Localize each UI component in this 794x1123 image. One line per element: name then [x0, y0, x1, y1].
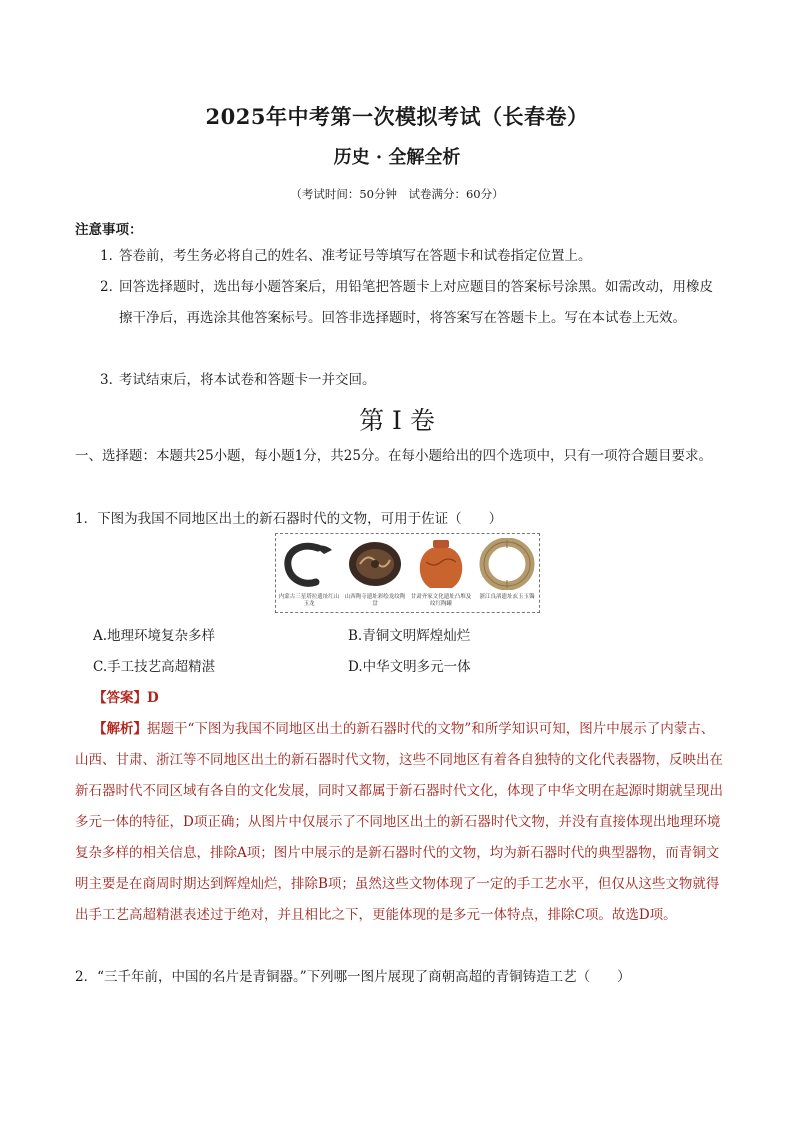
- analysis-heading: 【解析】: [93, 721, 147, 737]
- notice-text: 回答选择题时，选出每小题答案后，用铅笔把答题卡上对应题目的答案标号涂黑。如需改动，用橡皮擦干净后，再选涂其他答案标号。回答非选择题时，将答案写在答题卡上。写在本试卷上无效。: [119, 279, 713, 326]
- artifact-figure: [275, 533, 540, 613]
- artifact-caption: 甘肃齐家文化遗址凸堆及纹红陶罐: [410, 594, 472, 607]
- question-2-stem: 2．“三千年前，中国的名片是青铜器。”下列哪一图片展现了商朝高超的青铜铸造工艺（ ）: [75, 969, 631, 985]
- answer-line: 【答案】D: [93, 690, 159, 706]
- jade-dragon-icon: [280, 538, 338, 590]
- jade-bracelet-icon: [478, 538, 536, 590]
- analysis-text: 据题干“下图为我国不同地区出土的新石器时代的文物”和所学知识可知，图片中展示了内蒙古、山西、甘肃、浙江等不同地区出土的新石器时代文物，这些不同地区有着各自独特的文化代表器物，反映出在新石器时代不同区域有各自的文化发展，同时又都属于新石器时代文化，体现了中华文明在起源时期就呈现出多元一体的特征，D项正确；从图片中仅展示了不同地区出土的新石器时代文物，并没有直接体现出地理环境复杂多样的相关信息，排除A项；图片中展示的是新石器时代的文物，均为新石器时代的典型器物，而青铜文明主要是在商周时期达到辉煌灿烂，排除B项；虽然这些文物体现了一定的手工艺水平，但仅从这些文物就得出手工艺高超精湛表述过于绝对，并且相比之下，更能体现的是多元一体特点，排除C项。故选D项。: [75, 721, 723, 923]
- artifact-caption: 浙江良渚遗址玄玉玉镯: [479, 594, 535, 600]
- option-d: D.中华文明多元一体: [348, 659, 471, 675]
- notice-number: 3．: [100, 372, 123, 388]
- notice-text: 考试结束后，将本试卷和答题卡一并交回。: [119, 372, 376, 388]
- painted-pottery-plate-icon: [346, 538, 404, 590]
- artifact-caption: 山西陶寺遗址彩绘龙纹陶盘: [344, 594, 406, 607]
- exam-title: 2025年中考第一次模拟考试（长春卷）: [205, 104, 589, 129]
- notice-item-2: [100, 272, 722, 334]
- artifact-caption: 内蒙古三星塔拉遗址红山玉龙: [278, 594, 340, 607]
- notice-item-3: [100, 365, 722, 396]
- analysis-block: [75, 714, 727, 931]
- section-intro: 一、选择题：本题共25小题，每小题1分，共25分。在每小题给出的四个选项中，只有一项符合题目要求。: [75, 448, 712, 464]
- question-1-stem: 1．下图为我国不同地区出土的新石器时代的文物，可用于佐证（ ）: [75, 511, 503, 527]
- notice-heading: 注意事项：: [75, 222, 143, 238]
- notice-text: 答卷前，考生务必将自己的姓名、准考证号等填写在答题卡和试卷指定位置上。: [119, 248, 592, 264]
- option-c: C.手工技艺高超精湛: [93, 659, 216, 675]
- notice-number: 1．: [100, 248, 123, 264]
- option-a: A.地理环境复杂多样: [93, 628, 216, 644]
- exam-subtitle: 历史 · 全解全析: [333, 147, 461, 168]
- red-pottery-jar-icon: [412, 538, 470, 590]
- volume-title: 第 I 卷: [359, 406, 435, 435]
- notice-number: 2．: [100, 279, 123, 295]
- notice-item-1: [100, 241, 722, 272]
- exam-meta: （考试时间：50分钟 试卷满分：60分）: [290, 187, 504, 201]
- option-b: B.青铜文明辉煌灿烂: [348, 628, 471, 644]
